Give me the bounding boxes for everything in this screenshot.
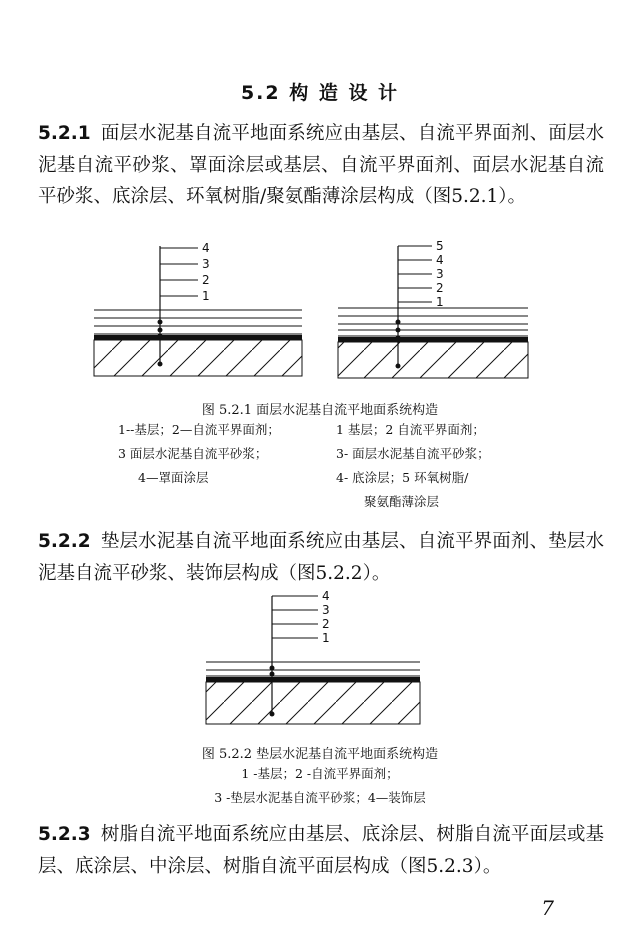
clause-number: 5.2.1 <box>38 123 91 144</box>
figure-5-2-2-caption: 图 5.2.2 垫层水泥基自流平地面系统构造 <box>201 747 439 762</box>
label-2: 2 <box>202 273 210 287</box>
clause-number: 5.2.2 <box>38 531 91 552</box>
figure-5-2-2-legend <box>0 762 640 810</box>
legend-line: 1 -基层；2 -自流平界面剂； <box>241 766 399 781</box>
figure-5-2-1-caption: 图 5.2.1 面层水泥基自流平地面系统构造 <box>201 403 439 418</box>
label-4: 4 <box>202 241 210 255</box>
figure-5-2-1-legend-right <box>336 418 576 514</box>
paragraph-5-2-2 <box>38 526 604 589</box>
legend-line: 1 基层；2 自流平界面剂； <box>336 422 485 437</box>
label-1: 1 <box>436 295 444 309</box>
legend-line: 4- 底涂层；5 环氧树脂/ <box>336 470 469 485</box>
section-title: 5.2 构 造 设 计 <box>240 82 400 104</box>
figure-5-2-2-drawing <box>0 590 640 730</box>
left-diagram <box>94 241 302 376</box>
clause-number: 5.2.3 <box>38 824 91 845</box>
label-1: 1 <box>322 631 330 645</box>
legend-line: 聚氨酯薄涂层 <box>364 494 440 509</box>
legend-line: 1--基层；2—自流平界面剂； <box>118 422 280 437</box>
paragraph-5-2-1 <box>38 118 604 213</box>
label-4: 4 <box>436 253 444 267</box>
legend-line: 3- 面层水泥基自流平砂浆； <box>336 446 490 461</box>
right-diagram <box>338 239 528 378</box>
clause-text: 面层水泥基自流平地面系统应由基层、自流平界面剂、面层水泥基自流平砂浆、罩面涂层或基层、自流平界面剂、面层水泥基自流平砂浆、底涂层、环氧树脂/聚氨酯薄涂层构成（图5.2.1）。 <box>38 123 604 207</box>
clause-text: 垫层水泥基自流平地面系统应由基层、自流平界面剂、垫层水泥基自流平砂浆、装饰层构成（图5.2.2）。 <box>38 531 604 584</box>
label-4: 4 <box>322 590 330 603</box>
figure-5-2-2 <box>0 590 640 730</box>
label-3: 3 <box>202 257 210 271</box>
figure-5-2-1-legend-left <box>118 418 338 490</box>
page-number: 7 <box>541 896 554 920</box>
legend-line: 3 -垫层水泥基自流平砂浆；4—装饰层 <box>214 790 426 805</box>
label-2: 2 <box>436 281 444 295</box>
label-3: 3 <box>436 267 444 281</box>
figure-5-2-1-drawing <box>0 238 640 388</box>
label-1: 1 <box>202 289 210 303</box>
legend-line: 4—罩面涂层 <box>138 470 209 485</box>
label-5: 5 <box>436 239 444 253</box>
paragraph-5-2-3 <box>38 819 604 882</box>
clause-text: 树脂自流平地面系统应由基层、底涂层、树脂自流平面层或基层、底涂层、中涂层、树脂自流平面层构成（图5.2.3）。 <box>38 824 604 877</box>
label-3: 3 <box>322 603 330 617</box>
legend-line: 3 面层水泥基自流平砂浆； <box>118 446 268 461</box>
label-2: 2 <box>322 617 330 631</box>
figure-5-2-1 <box>0 238 640 388</box>
